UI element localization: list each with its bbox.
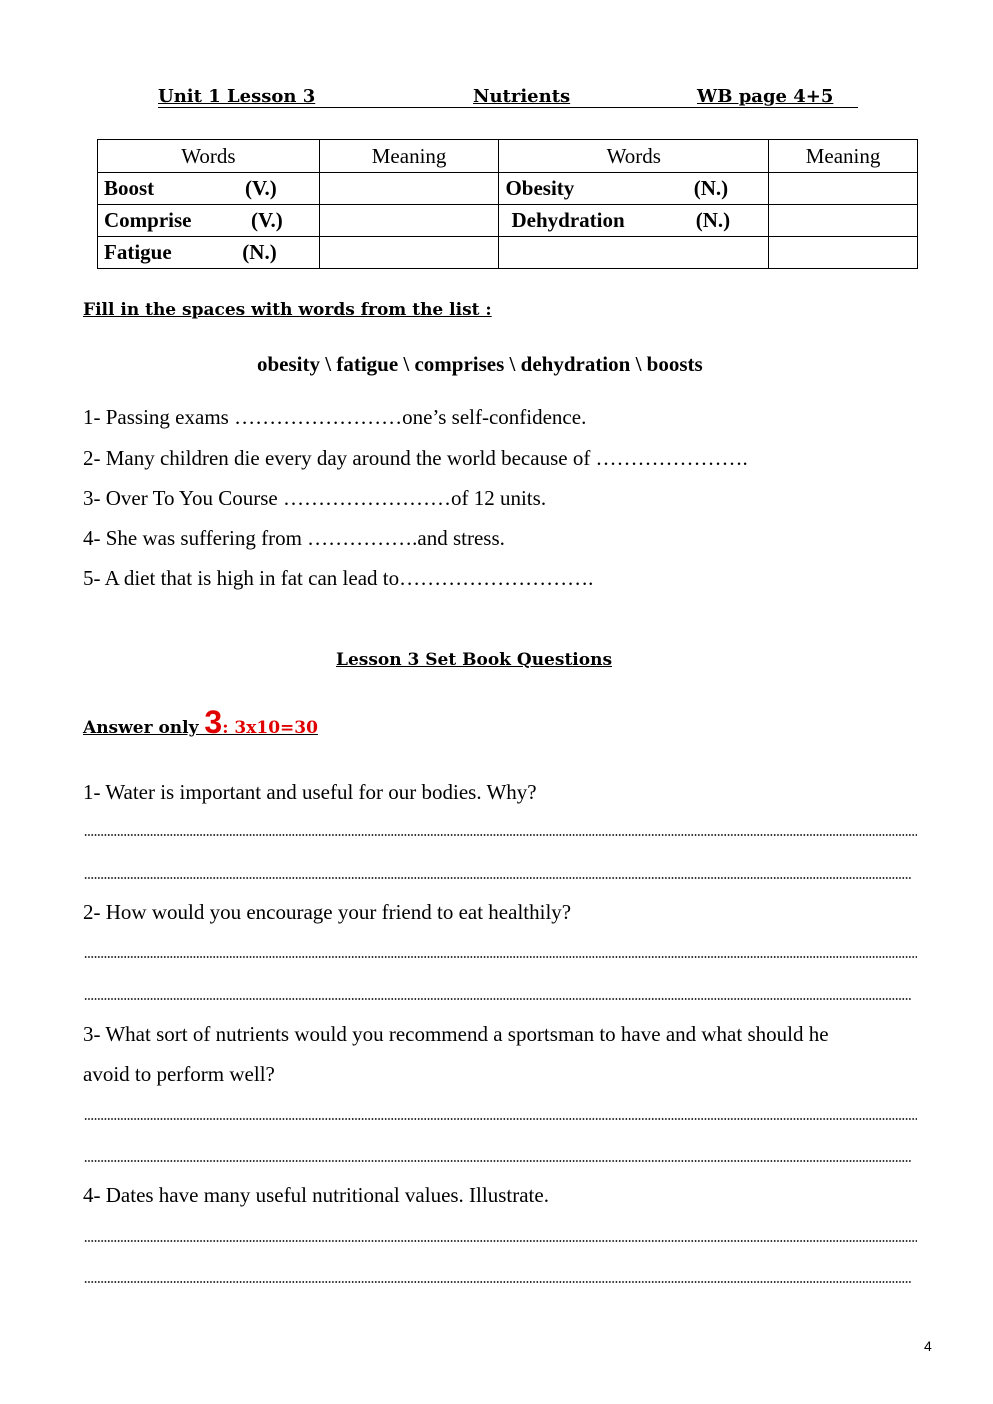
- word: Fatigue: [104, 240, 172, 264]
- vocab-table-header: [98, 140, 918, 173]
- word: Boost: [104, 176, 155, 200]
- fill-in-sentence: 3- Over To You Course ……………………of 12 units.: [83, 486, 547, 510]
- header-underline: [158, 107, 858, 108]
- header-wb-page: WB page 4+5: [697, 86, 834, 107]
- meaning-cell[interactable]: [319, 173, 499, 205]
- word-cell: [98, 173, 320, 205]
- word-cell: [499, 205, 769, 237]
- word-list: obesity \ fatigue \ comprises \ dehydration \ boosts: [257, 352, 703, 376]
- answer-instruction: [83, 704, 318, 741]
- answer-number: 3: [204, 704, 223, 740]
- word-cell: [98, 205, 320, 237]
- table-row: [98, 237, 918, 269]
- answer-line[interactable]: [84, 956, 917, 958]
- answer-marks: 3x10=30: [228, 718, 318, 738]
- word-cell: [499, 173, 769, 205]
- meaning-cell[interactable]: [769, 205, 918, 237]
- part-of-speech: (N.): [695, 208, 731, 232]
- meaning-cell[interactable]: [319, 205, 499, 237]
- word: Dehydration: [511, 208, 625, 232]
- question: 1- Water is important and useful for our bodies. Why?: [83, 780, 537, 804]
- part-of-speech: (N.): [242, 240, 277, 264]
- table-row: [98, 205, 918, 237]
- question: 4- Dates have many useful nutritional values. Illustrate.: [83, 1183, 549, 1207]
- column-header-words: Words: [98, 140, 320, 173]
- answer-line[interactable]: [84, 834, 917, 836]
- answer-line[interactable]: [84, 998, 912, 1000]
- vocab-table: [97, 139, 918, 269]
- fill-in-sentence: 1- Passing exams ……………………one’s self-confidence.: [83, 405, 587, 429]
- set-book-title: Lesson 3 Set Book Questions: [336, 650, 613, 670]
- answer-prefix: Answer only: [83, 718, 205, 738]
- column-header-meaning: Meaning: [319, 140, 499, 173]
- question: 3- What sort of nutrients would you recommend a sportsman to have and what should he: [83, 1022, 829, 1046]
- word-cell[interactable]: [499, 237, 769, 269]
- fill-in-sentence: 2- Many children die every day around the world because of ………………….: [83, 446, 748, 470]
- answer-line[interactable]: [84, 1240, 917, 1242]
- fill-in-instruction: Fill in the spaces with words from the list :: [83, 300, 492, 320]
- fill-in-sentence: 5- A diet that is high in fat can lead to……………………….: [83, 566, 594, 590]
- meaning-cell[interactable]: [769, 237, 918, 269]
- part-of-speech: (N.): [693, 176, 729, 200]
- word: Comprise: [104, 208, 192, 232]
- meaning-cell[interactable]: [769, 173, 918, 205]
- question: 2- How would you encourage your friend to eat healthily?: [83, 900, 572, 924]
- word: Obesity: [505, 176, 575, 200]
- header-unit-lesson: Unit 1 Lesson 3: [158, 86, 316, 107]
- part-of-speech: (V.): [251, 208, 283, 232]
- column-header-words: Words: [499, 140, 769, 173]
- answer-line[interactable]: [84, 1281, 912, 1283]
- column-header-meaning: Meaning: [769, 140, 918, 173]
- page-number: 4: [924, 1338, 932, 1354]
- answer-line[interactable]: [84, 1160, 912, 1162]
- answer-colon: :: [222, 718, 229, 738]
- fill-in-sentence: 4- She was suffering from …………….and stress.: [83, 526, 505, 550]
- meaning-cell[interactable]: [319, 237, 499, 269]
- word-cell: [98, 237, 320, 269]
- part-of-speech: (V.): [245, 176, 277, 200]
- table-row: [98, 173, 918, 205]
- answer-line[interactable]: [84, 877, 912, 879]
- header-topic: Nutrients: [473, 86, 571, 107]
- answer-line[interactable]: [84, 1118, 917, 1120]
- question-continued: avoid to perform well?: [83, 1062, 275, 1086]
